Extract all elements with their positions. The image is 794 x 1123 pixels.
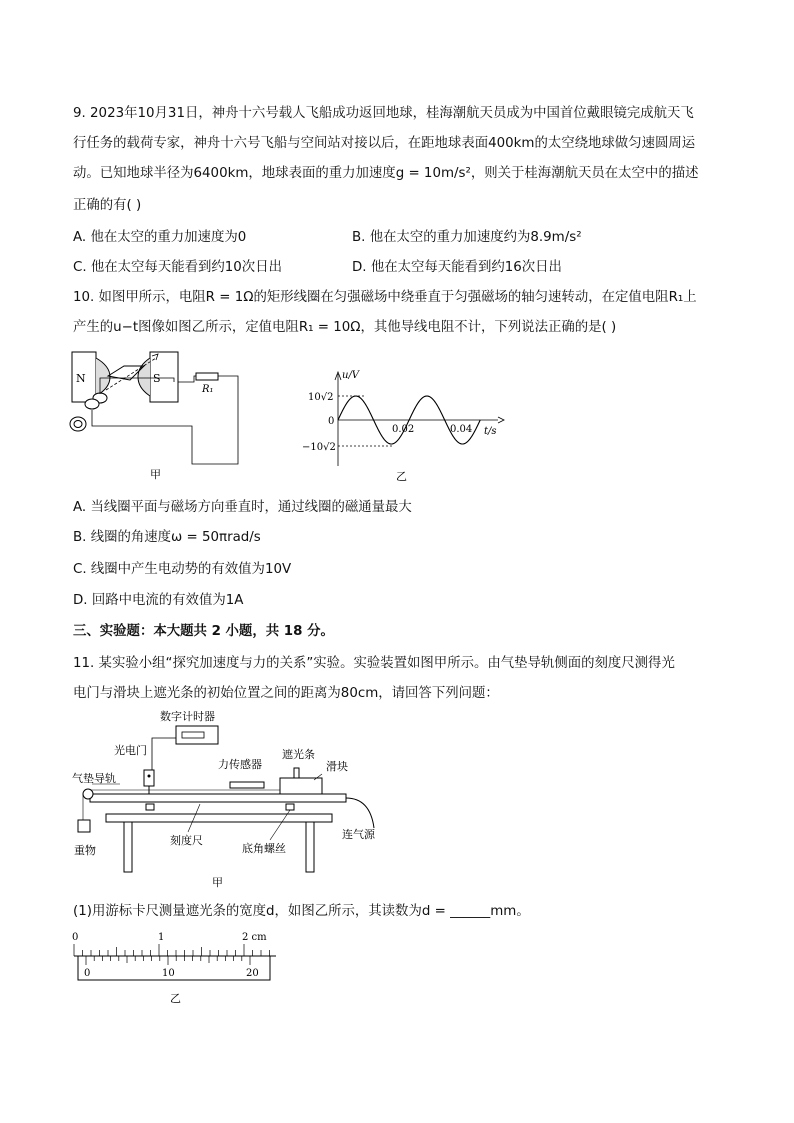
air-track bbox=[90, 794, 346, 802]
figure-caption-yi-10: 乙 bbox=[396, 470, 407, 483]
sensor-label: 力传感器 bbox=[218, 758, 262, 771]
u-t-graph bbox=[302, 366, 512, 486]
q10-option-c: C. 线圈中产生电动势的有效值为10V bbox=[73, 562, 292, 577]
x-tick-002: 0.02 bbox=[392, 424, 415, 435]
y-tick-top: 10√2 bbox=[308, 392, 334, 403]
q11-line-2: 电门与滑块上遮光条的初始位置之间的距离为80cm，请回答下列问题： bbox=[73, 686, 499, 701]
resistor-r1 bbox=[196, 373, 218, 380]
strip-label: 遮光条 bbox=[282, 748, 315, 761]
x-axis-label: t/s bbox=[484, 426, 497, 437]
q9-option-b: B. 他在太空的重力加速度约为8.9m/s² bbox=[352, 230, 582, 245]
q10-line-2: 产生的u−t图像如图乙所示，定值电阻R₁ = 10Ω，其他导线电阻不计，下列说法正确的是( ) bbox=[73, 320, 617, 335]
main-scale-0: 0 bbox=[72, 932, 79, 943]
vernier-20: 20 bbox=[246, 968, 259, 979]
x-tick-004: 0.04 bbox=[450, 424, 473, 435]
force-sensor bbox=[230, 782, 264, 788]
q9-line-1: 9. 2023年10月31日，神舟十六号载人飞船成功返回地球，桂海潮航天员成为中国首位戴眼镜完成航天飞 bbox=[73, 106, 694, 121]
q9-option-a: A. 他在太空的重力加速度为0 bbox=[73, 230, 247, 245]
y-axis-label: u/V bbox=[342, 370, 360, 381]
q9-line-2: 行任务的载荷专家，神舟十六号飞船与空间站对接以后，在距地球表面400km的太空绕地球做匀速圆周运 bbox=[73, 136, 696, 151]
gate-label: 光电门 bbox=[114, 744, 147, 757]
figure-caption-jia-11: 甲 bbox=[212, 876, 223, 889]
main-scale-2: 2 cm bbox=[242, 932, 267, 943]
q9-line-4: 正确的有( ) bbox=[73, 198, 142, 213]
q10-option-b: B. 线圈的角速度ω = 50πrad/s bbox=[73, 530, 261, 545]
track-label: 气垫导轨 bbox=[72, 772, 116, 785]
q10-option-d: D. 回路中电流的有效值为1A bbox=[73, 593, 244, 608]
vernier-figure bbox=[66, 928, 286, 1008]
screw-label: 底角螺丝 bbox=[242, 842, 286, 855]
air-source-label: 连气源 bbox=[342, 828, 375, 841]
main-scale-ticks bbox=[74, 944, 270, 956]
q11-line-1: 11. 某实验小组“探究加速度与力的关系”实验。实验装置如图甲所示。由气垫导轨侧面的刻度尺测得光 bbox=[73, 656, 675, 671]
generator-figure bbox=[64, 346, 244, 486]
slider bbox=[280, 778, 322, 794]
figure-caption-jia-10: 甲 bbox=[150, 468, 161, 481]
slider-label: 滑块 bbox=[326, 760, 348, 773]
q9-option-c: C. 他在太空每天能看到约10次日出 bbox=[73, 260, 282, 275]
section-heading: 三、实验题：本大题共 2 小题，共 18 分。 bbox=[73, 624, 334, 639]
q10-option-a: A. 当线圈平面与磁场方向垂直时，通过线圈的磁通量最大 bbox=[73, 500, 412, 515]
table-top bbox=[106, 814, 332, 822]
y-tick-bottom: −10√2 bbox=[302, 442, 336, 453]
main-scale-1: 1 bbox=[158, 932, 165, 943]
timer-label: 数字计时器 bbox=[160, 710, 215, 723]
photogate bbox=[144, 770, 154, 786]
weight-label: 重物 bbox=[74, 844, 96, 857]
resistor-r1-label: R₁ bbox=[202, 384, 214, 395]
vernier-10: 10 bbox=[162, 968, 175, 979]
vernier-0: 0 bbox=[84, 968, 91, 979]
figure-caption-yi-11: 乙 bbox=[170, 992, 181, 1005]
q9-option-d: D. 他在太空每天能看到约16次日出 bbox=[352, 260, 562, 275]
magnet-s-label: S bbox=[153, 372, 161, 385]
weight bbox=[78, 820, 90, 832]
q10-line-1: 10. 如图甲所示，电阻R = 1Ω的矩形线圈在匀强磁场中绕垂直于匀强磁场的轴匀速转动，在定值电阻R₁上 bbox=[73, 290, 697, 305]
pulley bbox=[83, 789, 93, 799]
q9-line-3: 动。已知地球半径为6400km，地球表面的重力加速度g = 10m/s²，则关于桂海潮航天员在太空中的描述 bbox=[73, 166, 699, 181]
q11-sub-1: (1)用游标卡尺测量遮光条的宽度d，如图乙所示，其读数为d = ______mm。 bbox=[73, 904, 530, 919]
y-tick-zero: 0 bbox=[328, 416, 335, 427]
ruler-label: 刻度尺 bbox=[170, 834, 203, 847]
magnet-n-label: N bbox=[76, 372, 86, 385]
air-track-figure bbox=[70, 708, 400, 890]
